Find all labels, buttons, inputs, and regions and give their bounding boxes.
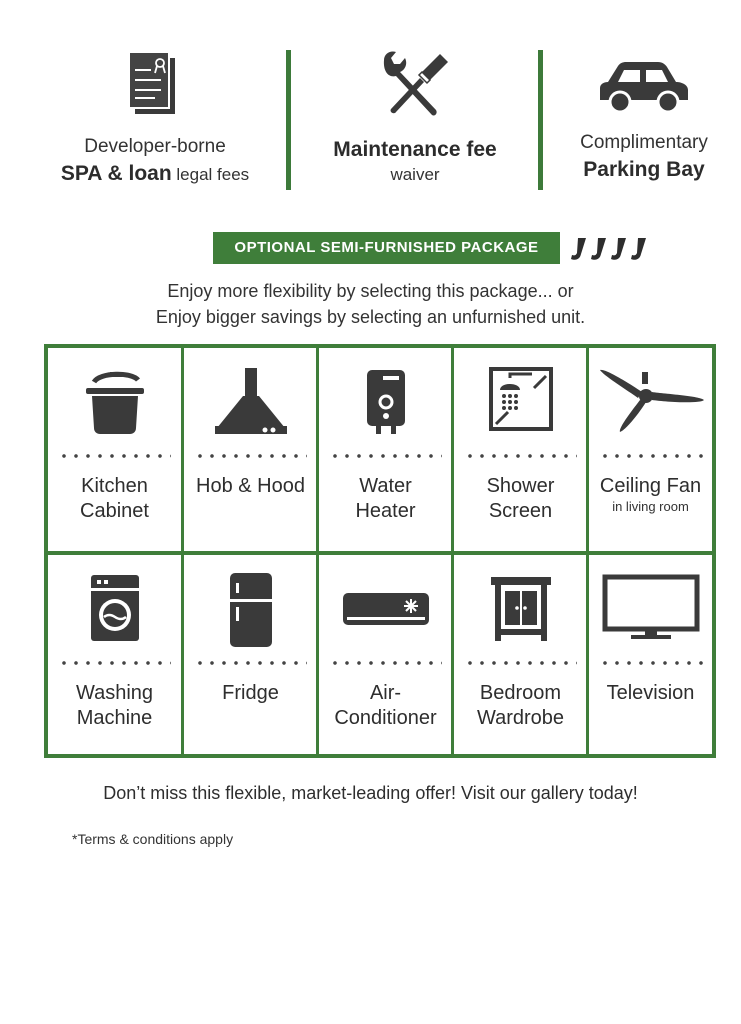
benefit-parking-line1: Complimentary [580, 132, 708, 153]
benefit-divider [286, 50, 291, 190]
item-television [589, 555, 712, 758]
item-label-line2: Heater [355, 500, 416, 522]
item-label [319, 474, 452, 524]
item-label-line1: Shower [486, 475, 555, 497]
brand-mark [568, 234, 658, 264]
cooker-hood-icon [213, 366, 289, 436]
item-label-line1: Washing [75, 682, 154, 704]
item-label [184, 681, 317, 706]
item-label [589, 681, 712, 706]
item-label [454, 474, 587, 524]
grid-row [48, 348, 712, 551]
item-washing-machine [48, 555, 181, 758]
shower-icon [488, 366, 554, 432]
item-hob-hood [184, 348, 317, 551]
item-air-conditioner [319, 555, 452, 758]
wardrobe-icon [489, 573, 553, 645]
benefit-parking-bold: Parking Bay [583, 158, 705, 181]
television-icon [601, 573, 701, 643]
dotted-separator [58, 454, 171, 458]
water-heater-icon [361, 366, 411, 438]
item-label-line1: Kitchen [81, 475, 148, 497]
dotted-separator [194, 661, 307, 665]
dotted-separator [599, 661, 707, 665]
item-label-sub: in living room [612, 499, 689, 514]
grid-row [48, 555, 712, 758]
item-label [48, 681, 181, 731]
dotted-separator [329, 661, 442, 665]
dotted-separator [464, 454, 577, 458]
item-label [184, 474, 317, 499]
benefit-legal-rest: legal fees [171, 165, 250, 184]
package-items-grid [44, 344, 716, 758]
package-intro [0, 278, 741, 330]
benefit-divider [538, 50, 543, 190]
item-label-line1: Hob & Hood [196, 475, 305, 497]
item-label-line2: Screen [488, 500, 553, 522]
item-kitchen-cabinet [48, 348, 181, 551]
benefit-maintenance-line2: waiver [390, 165, 440, 184]
item-label-line2: Cabinet [80, 500, 149, 522]
benefit-maintenance-bold: Maintenance fee [333, 138, 497, 161]
item-label [48, 474, 181, 524]
item-label-line2: Wardrobe [476, 707, 565, 729]
brand-mark-text [658, 234, 659, 235]
item-label-line1: Water [359, 475, 412, 497]
fridge-icon [228, 573, 274, 649]
air-conditioner-icon [341, 573, 431, 643]
benefit-maintenance [300, 50, 530, 186]
call-to-action: Don’t miss this flexible, market-leading offer! Visit our gallery today! [103, 783, 638, 803]
item-label-line2: Conditioner [334, 707, 437, 729]
item-label [319, 681, 452, 731]
benefits-section [0, 0, 741, 200]
benefit-legal-bold: SPA & loan [60, 162, 172, 185]
item-water-heater [319, 348, 452, 551]
intro-line2: Enjoy bigger savings by selecting an unfurnished unit. [155, 307, 586, 327]
item-label-line1: Air- [369, 682, 402, 704]
item-ceiling-fan [589, 348, 712, 551]
item-label-line1: Fridge [222, 682, 279, 704]
terms-note: *Terms & conditions apply [72, 831, 234, 847]
item-label [589, 474, 712, 515]
dotted-separator [194, 454, 307, 458]
brand-mark-icon [568, 234, 658, 264]
benefit-parking [546, 58, 741, 184]
dotted-separator [58, 661, 171, 665]
item-label-line2: Machine [76, 707, 153, 729]
intro-line1: Enjoy more flexibility by selecting this package... or [167, 281, 574, 301]
dotted-separator [599, 454, 707, 458]
item-shower-screen [454, 348, 587, 551]
package-banner: OPTIONAL SEMI-FURNISHED PACKAGE [213, 232, 560, 264]
item-fridge [184, 555, 317, 758]
benefit-legal-line1: Developer-borne [84, 136, 226, 157]
benefit-legal-line2 [40, 160, 270, 188]
dotted-separator [464, 661, 577, 665]
item-label [454, 681, 587, 731]
washing-machine-icon [89, 573, 141, 643]
tools-icon [378, 50, 452, 120]
dotted-separator [329, 454, 442, 458]
document-icon [125, 48, 185, 120]
pot-icon [80, 366, 150, 436]
item-label-line1: Television [606, 682, 695, 704]
ceiling-fan-icon [596, 366, 706, 436]
benefit-legal-fees [40, 48, 270, 188]
item-label-line1: Bedroom [479, 682, 562, 704]
car-icon [596, 58, 692, 116]
item-bedroom-wardrobe [454, 555, 587, 758]
item-label-line1: Ceiling Fan [599, 475, 702, 497]
